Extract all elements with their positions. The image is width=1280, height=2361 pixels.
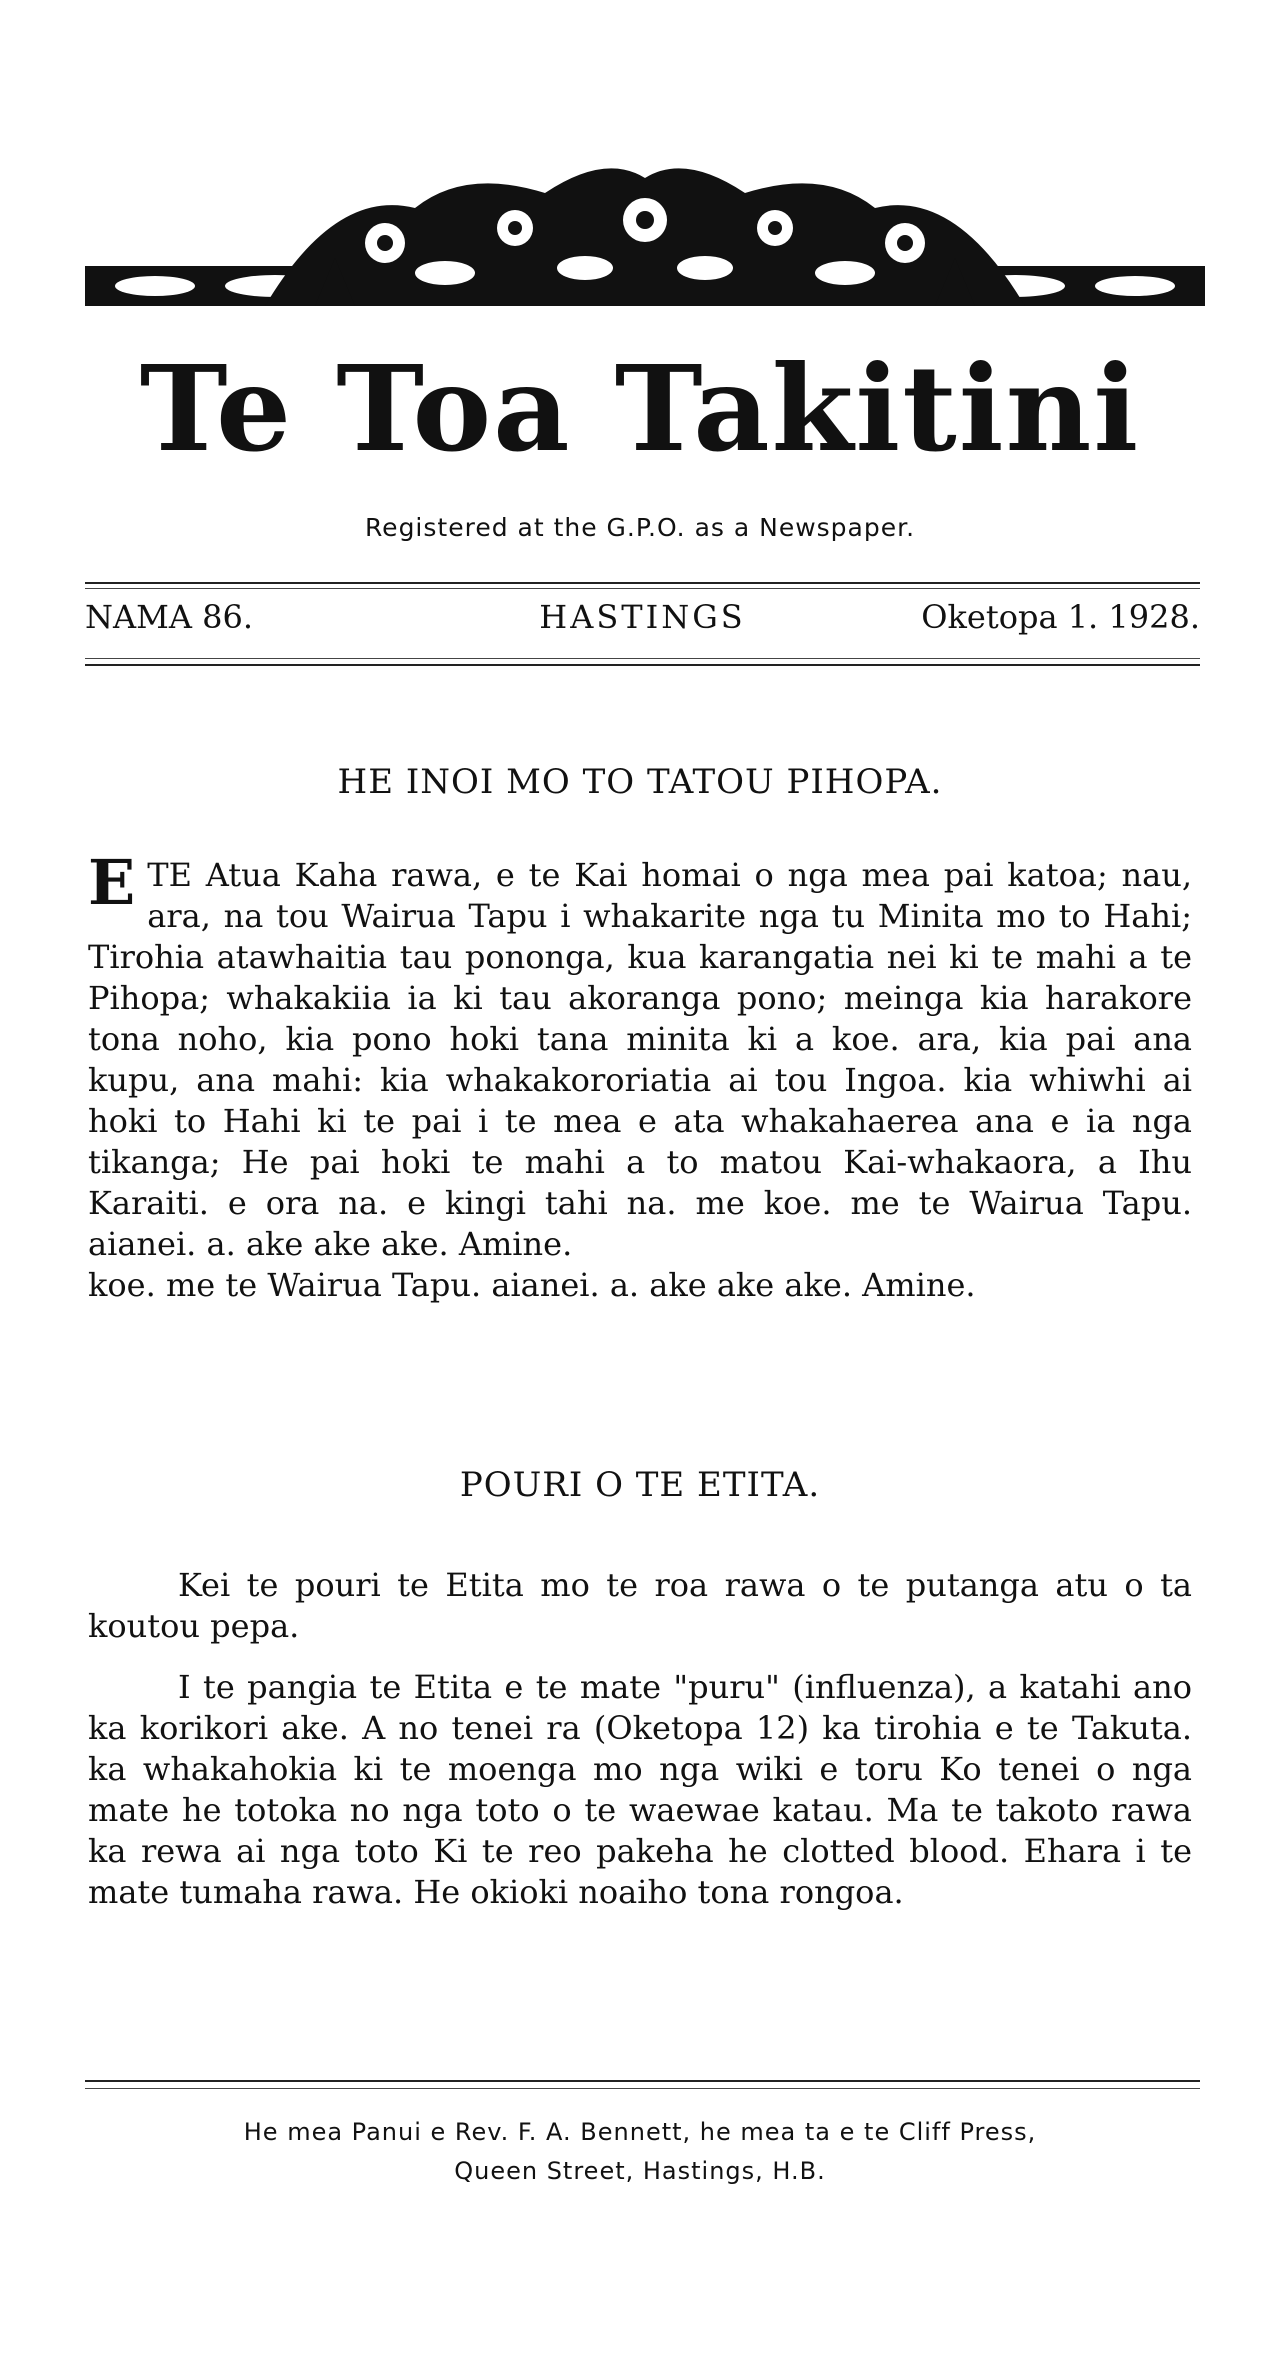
issue-number: NAMA 86. — [85, 598, 254, 636]
prayer-text — [88, 846, 1192, 1306]
prayer-paragraph: TE Atua Kaha rawa, e te Kai homai o nga mea pai katoa; nau, ara, na tou Wairua Tapu i whakarite nga tu Minita mo to Hahi; Tirohia atawhaitia tau pononga, kua karangatia nei ki te mahi a te Pihopa; whakakiia ia ki tau akoranga pono; meinga kia harakore tona noho, kia pono hoki tana minita ki a koe. ara, kia pai ana kupu, ana mahi: kia whakakororiatia ai tou Ingoa. kia whiwhi ai hoki to Hahi ki te pai i te mea e ata whakahaerea ana e ia nga tikanga; He pai hoki te mahi a to matou Kai-whakaora, a Ihu Karaiti. e ora na. e kingi tahi na. me koe. me te Wairua Tapu. aianei. a. ake ake ake. Amine. — [88, 856, 1192, 1263]
editor-notice-paragraph-1 — [88, 1565, 1192, 1647]
drop-cap: E — [88, 846, 136, 919]
issue-line — [85, 598, 1200, 638]
issue-rule-bottom — [85, 664, 1200, 666]
prayer-repeat-line: koe. me te Wairua Tapu. aianei. a. ake ake ake. Amine. — [88, 1266, 976, 1304]
editor-notice-paragraph-2 — [88, 1667, 1192, 1913]
issue-rule-bottom-thin — [85, 658, 1200, 659]
imprint-line-1: He mea Panui e Rev. F. A. Bennett, he mea ta e te Cliff Press, — [243, 2118, 1037, 2146]
footer-rule-thin — [85, 2088, 1200, 2089]
paragraph-text: Kei te pouri te Etita mo te roa rawa o te putanga atu o ta koutou pepa. — [88, 1566, 1192, 1645]
masthead-title: Te Toa Takitini — [139, 339, 1141, 478]
paragraph-text: I te pangia te Etita e te mate "puru" (influenza), a katahi ano ka korikori ake. A no tenei ra (Oketopa 12) ka tirohia e te Takuta. ka whakahokia ki te moenga mo nga wiki e toru Ko tenei o nga mate he totoka no nga toto o te waewae katau. Ma te takoto rawa ka rewa ai nga toto Ki te reo pakeha he clotted blood. Ehara i te mate tumaha rawa. He okioki noaiho tona rongoa. — [88, 1668, 1192, 1911]
masthead-rule-top — [85, 582, 1200, 584]
imprint-line-2: Queen Street, Hastings, H.B. — [454, 2157, 826, 2185]
footer-rule-top — [85, 2080, 1200, 2082]
editor-notice-heading: POURI O TE ETITA. — [459, 1465, 821, 1505]
issue-place: HASTINGS — [539, 598, 746, 636]
issue-date: Oketopa 1. 1928. — [921, 598, 1200, 636]
prayer-heading: HE INOI MO TO TATOU PIHOPA. — [337, 762, 943, 802]
masthead-rule-top-thin — [85, 588, 1200, 589]
registration-note: Registered at the G.P.O. as a Newspaper. — [364, 513, 916, 542]
carved-ornament-banner — [85, 148, 1205, 343]
